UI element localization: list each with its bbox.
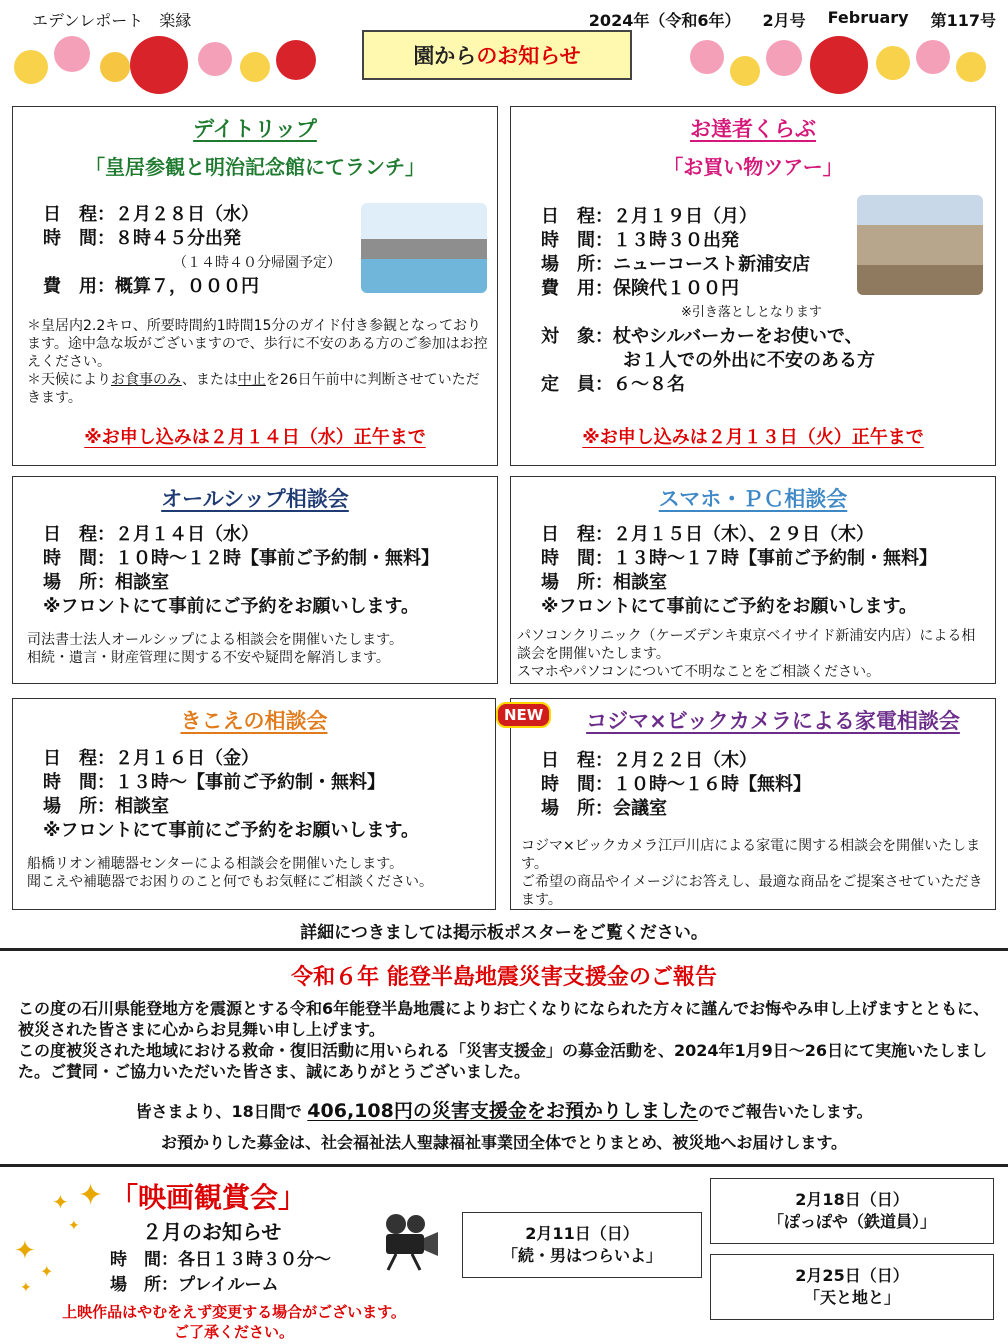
tatsujin-subtitle: 「お買い物ツアー」 <box>663 155 843 179</box>
sparkle-icon: ✦ <box>14 1236 36 1266</box>
shopping-arcade-image <box>857 195 983 295</box>
divider-top <box>0 948 1008 951</box>
kikoe-box <box>12 698 496 910</box>
allship-note-1: 司法書士法人オールシップによる相談会を開催いたします。 <box>27 632 403 648</box>
kikoe-place: 場 所：相談室 <box>43 796 169 817</box>
banner-text: 園から <box>413 44 477 68</box>
tatsujin-details <box>541 205 875 397</box>
movie-time: 時 間：各日１３時３０分～ <box>110 1250 331 1270</box>
sparkle-icon: ✦ <box>40 1262 54 1281</box>
allship-details <box>43 523 439 619</box>
sparkle-icon: ✦ <box>68 1218 80 1234</box>
movie-note-2: ご了承ください。 <box>173 1323 294 1341</box>
bridge-image <box>361 203 487 293</box>
tatsujin-deadline: ※お申し込みは２月１３日（火）正午まで <box>582 427 924 448</box>
allship-place: 場 所：相談室 <box>43 572 169 593</box>
kojima-place: 場 所：会議室 <box>541 798 667 819</box>
film-date: 2月25日（日） <box>795 1266 909 1285</box>
film-title: 「天と地と」 <box>803 1288 900 1307</box>
film-item-2 <box>710 1178 994 1244</box>
kikoe-title: きこえの相談会 <box>180 709 328 733</box>
daytrip-note-3b: お食事のみ <box>111 372 182 388</box>
report-amount: 406,108円の災害支援金をお預かりしました <box>307 1100 698 1122</box>
sparkle-icon: ✦ <box>52 1190 69 1214</box>
movie-title: 「映画観賞会」 <box>110 1181 307 1214</box>
daytrip-return: （１４時４０分帰園予定） <box>173 255 341 271</box>
report-paragraph-1: この度の石川県能登地方を震源とする令和6年能登半島地震によりお亡くなりになられた方々に謹んでお悔やみ申し上げますとともに、被災された皆さまに心からお見舞い申し上げます。 <box>18 999 990 1039</box>
smapho-title: スマホ・ＰＣ相談会 <box>658 487 848 511</box>
kojima-note-2: ご希望の商品やイメージにお答えし、最適な商品をご提案させていただきます。 <box>521 874 983 908</box>
tatsujin-target-2: お１人での外出に不安のある方 <box>623 350 875 371</box>
daytrip-note-1: ＊皇居内2.2キロ、所要時間約1時間15分のガイド付き参観となっておりま <box>27 318 482 352</box>
daytrip-title: デイトリップ <box>193 117 317 141</box>
daytrip-date: 日 程：２月２８日（水） <box>43 204 259 225</box>
kojima-date: 日 程：２月２２日（木） <box>541 750 757 771</box>
tatsujin-fee-note: ※引き落としとなります <box>681 305 822 320</box>
report-title: 令和６年 能登半島地震災害支援金のご報告 <box>291 965 717 990</box>
tatsujin-title: お達者くらぶ <box>690 117 816 141</box>
new-badge: NEW <box>496 702 551 728</box>
kikoe-notes <box>27 855 487 891</box>
smapho-date: 日 程：２月１５日（木）、２９日（木） <box>541 524 874 545</box>
smapho-notes <box>517 627 989 681</box>
movie-place: 場 所：プレイルーム <box>110 1275 279 1295</box>
tatsujin-place: 場 所：ニューコースト新浦安店 <box>541 254 811 275</box>
daytrip-note-3c: 、または <box>181 372 238 388</box>
daytrip-note-3a: ＊天候により <box>27 372 111 388</box>
smapho-time: 時 間：１３時～１７時【事前ご予約制・無料】 <box>541 548 937 569</box>
film-date: 2月11日（日） <box>525 1224 639 1243</box>
film-item-1 <box>462 1212 702 1278</box>
kojima-box <box>510 698 996 910</box>
film-title: 「ぽっぽや（鉄道員）」 <box>767 1212 936 1231</box>
tatsujin-capacity: 定 員：６～８名 <box>541 374 685 395</box>
kikoe-note-2: 聞こえや補聴器でお困りのこと何でもお気軽にご相談ください。 <box>27 874 433 890</box>
film-item-3 <box>710 1254 994 1320</box>
kikoe-details <box>43 747 419 843</box>
daytrip-note-3e: を26日午前中に判断させていただきます。 <box>27 372 480 406</box>
daytrip-note-2: す。途中急な坂がございますので、歩行に不安のある方のご参加はお控えください。 <box>27 336 488 370</box>
report-last-line: お預かりした募金は、社会福祉法人聖隷福祉事業団全体でとりまとめ、被災地へお届けします。 <box>160 1133 848 1152</box>
allship-date: 日 程：２月１４日（水） <box>43 524 259 545</box>
movie-details <box>110 1248 331 1298</box>
issue-info <box>589 8 996 31</box>
film-date: 2月18日（日） <box>795 1190 909 1209</box>
tatsujin-box <box>510 106 996 466</box>
daytrip-note-3d: 中止 <box>237 372 266 388</box>
allship-title: オールシップ相談会 <box>161 487 349 511</box>
issue-month-en: February <box>827 8 909 27</box>
detail-note: 詳細につきましては掲示板ポスターをご覧ください。 <box>300 923 708 943</box>
report-amount-pre: 皆さまより、18日間で <box>135 1102 308 1121</box>
banner-text-emphasis: のお知らせ <box>476 44 581 68</box>
daytrip-subtitle: 「皇居参観と明治記念館にてランチ」 <box>85 155 425 179</box>
daytrip-time: 時 間：８時４５分出発 <box>43 228 241 249</box>
smapho-note-2: スマホやパソコンについて不明なことをご相談ください。 <box>517 664 881 680</box>
allship-note-2: 相続・遺言・財産管理に関する不安や疑問を解消します。 <box>27 650 390 666</box>
daytrip-fee: 費 用：概算７，０００円 <box>43 276 259 297</box>
report-paragraph-2: この度被災された地域における救命・復旧活動に用いられる「災害支援金」の募金活動を、2024年1月9日～26日にて実施いたしました。ご賛同・ご協力いただいた皆さま、誠にありがとうございました。 <box>18 1041 988 1081</box>
issue-year: 2024年（令和6年） <box>588 11 741 30</box>
tatsujin-fee: 費 用：保険代１００円 <box>541 278 739 299</box>
smapho-note-1: パソコンクリニック（ケーズデンキ東京ベイサイド新浦安内店）による相談会を開催いたします。 <box>517 628 976 662</box>
sparkle-icon: ✦ <box>78 1178 104 1213</box>
issue-number: 第117号 <box>930 11 996 30</box>
kikoe-date: 日 程：２月１６日（金） <box>43 748 259 769</box>
movie-note-1: 上映作品はやむをえず変更する場合がございます。 <box>62 1303 406 1321</box>
kikoe-time: 時 間：１３時～【事前ご予約制・無料】 <box>43 772 385 793</box>
tatsujin-target: 対 象：杖やシルバーカーをお使いで、 <box>541 326 863 347</box>
kikoe-reserve: ※フロントにて事前にご予約をお願いします。 <box>43 820 420 841</box>
allship-time: 時 間：１０時～１２時【事前ご予約制・無料】 <box>43 548 439 569</box>
sparkle-icon: ✦ <box>20 1280 32 1296</box>
movie-subtitle: ２月のお知らせ <box>142 1220 282 1244</box>
newsletter-name: エデンレポート 楽縁 <box>32 11 192 30</box>
kikoe-note-1: 船橋リオン補聴器センターによる相談会を開催いたします。 <box>27 856 404 872</box>
report-amount-post: のでご報告いたします。 <box>697 1102 873 1121</box>
movie-note <box>34 1302 434 1342</box>
kojima-details <box>541 749 811 821</box>
kojima-notes <box>521 837 987 909</box>
allship-box <box>12 476 498 684</box>
daytrip-notes <box>27 317 489 407</box>
tatsujin-time: 時 間：１３時３０出発 <box>541 230 739 251</box>
issue-month: 2月号 <box>762 11 806 30</box>
tatsujin-date: 日 程：２月１９日（月） <box>541 206 757 227</box>
smapho-place: 場 所：相談室 <box>541 572 667 593</box>
report-amount-line <box>0 1096 1008 1123</box>
kojima-title: コジマ×ビックカメラによる家電相談会 <box>586 709 960 733</box>
kojima-time: 時 間：１０時～１６時【無料】 <box>541 774 811 795</box>
report-body <box>18 998 994 1082</box>
smapho-box <box>510 476 996 684</box>
kojima-note-1: コジマ×ビックカメラ江戸川店による家電に関する相談会を開催いたします。 <box>521 838 981 872</box>
notice-banner <box>362 30 632 80</box>
smapho-details <box>541 523 937 619</box>
allship-reserve: ※フロントにて事前にご予約をお願いします。 <box>43 596 420 617</box>
allship-notes <box>27 631 489 667</box>
smapho-reserve: ※フロントにて事前にご予約をお願いします。 <box>541 596 918 617</box>
daytrip-box <box>12 106 498 466</box>
daytrip-details <box>43 203 341 299</box>
daytrip-deadline: ※お申し込みは２月１４日（水）正午まで <box>84 427 426 448</box>
film-camera-icon <box>380 1212 444 1272</box>
film-title: 「続・男はつらいよ」 <box>501 1246 662 1265</box>
divider-bottom <box>0 1164 1008 1167</box>
